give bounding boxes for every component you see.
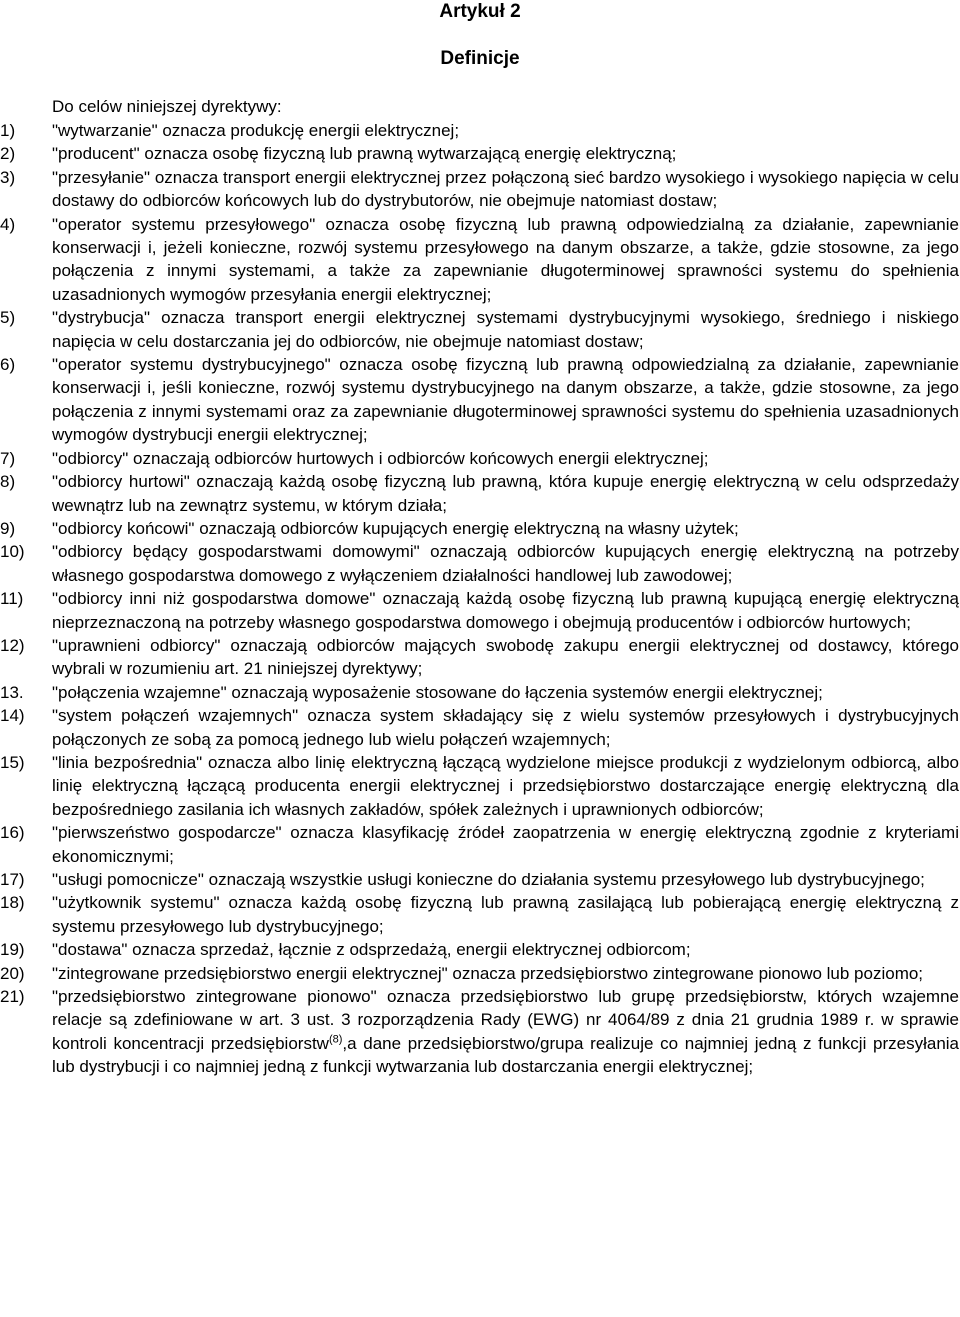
definition-text <box>52 447 959 470</box>
definition-number: 16) <box>0 823 25 843</box>
definition-text <box>52 868 959 891</box>
definition-body: "dystrybucja" oznacza transport energii elektrycznej systemami dystrybucyjnymi wysokiego, średniego i niskiego napięcia w celu dostarczania jej do odbiorców, nie obejmuje natomiast dostaw; <box>52 308 959 351</box>
definition-text <box>52 681 959 704</box>
definition-number: 18) <box>0 893 25 913</box>
definition-text <box>52 587 959 634</box>
definition-number: 2) <box>0 144 16 164</box>
definitions-list <box>0 119 960 1079</box>
definition-item <box>0 119 960 142</box>
definition-body: "przedsiębiorstwo zintegrowane pionowo" oznacza przedsiębiorstwo lub grupę przedsiębiorstw, których wzajemne relacje są zdefiniowane w art. 3 ust. 3 rozporządzenia Rady (EWG) nr 4064/89 z dnia 21 grudnia 1989 r. w sprawie kontroli koncentracji przedsiębiorstw <box>52 987 959 1053</box>
definition-body: "pierwszeństwo gospodarcze" oznacza klasyfikację źródeł zaopatrzenia w energię elektryczną zgodnie z kryteriami ekonomicznymi; <box>52 823 959 866</box>
section-heading: Definicje <box>440 48 520 69</box>
definition-text <box>52 517 959 540</box>
definition-body: "odbiorcy" oznaczają odbiorców hurtowych i odbiorców końcowych energii elektrycznej; <box>52 448 709 468</box>
definition-number: 10) <box>0 542 25 562</box>
definition-text <box>52 142 959 165</box>
definition-item <box>0 868 960 891</box>
definition-body: "operator systemu przesyłowego" oznacza osobę fizyczną lub prawną odpowiedzialną za działanie, zapewnianie konserwacji i, jeżeli konieczne, rozwój systemu przesyłowego na danym obszarze, a także, gdzie stosowne, za jego połączenia z innymi systemami, a także za zapewnianie długoterminowej sprawności systemu do spełnienia uzasadnionych wymogów przesyłania energii elektrycznej; <box>52 214 959 304</box>
footnote-reference: (8) <box>328 1033 343 1046</box>
definition-item <box>0 821 960 868</box>
definition-body: "odbiorcy hurtowi" oznaczają każdą osobę fizyczną lub prawną, która kupuje energię elektryczną w celu odsprzedaży wewnątrz lub na zewnątrz systemu, w którym działa; <box>52 472 959 515</box>
definition-number: 19) <box>0 940 25 960</box>
definition-text <box>52 962 959 985</box>
definition-number: 9) <box>0 518 16 538</box>
definition-number: 21) <box>0 987 25 1007</box>
definition-body: "odbiorcy inni niż gospodarstwa domowe" oznaczają każdą osobę fizyczną lub prawną kupującą energię elektryczną nieprzeznaczoną na potrzeby własnego gospodarstwa domowego i obejmują producentów i odbiorców hurtowych; <box>52 589 959 632</box>
definition-body: "producent" oznacza osobę fizyczną lub prawną wytwarzającą energię elektryczną; <box>52 144 677 164</box>
definition-body: "operator systemu dystrybucyjnego" oznacza osobę fizyczną lub prawną odpowiedzialną za działanie, zapewnianie konserwacji i, jeśli konieczne, rozwój systemu dystrybucyjnego na danym obszarze, a także, gdzie stosowne, za jego połączenia z innymi systemami oraz za zapewnianie długoterminowej sprawności systemu do spełnienia uzasadnionych wymogów dystrybucji energii elektrycznej; <box>52 355 959 445</box>
definition-item <box>0 751 960 821</box>
definition-text <box>52 891 959 938</box>
definition-number: 4) <box>0 214 16 234</box>
definition-number: 8) <box>0 472 16 492</box>
definition-text <box>52 306 959 353</box>
definition-text <box>52 166 959 213</box>
definition-number: 14) <box>0 706 25 726</box>
definition-text <box>52 938 959 961</box>
definition-text <box>52 634 959 681</box>
definition-item <box>0 142 960 165</box>
definition-body: "odbiorcy będący gospodarstwami domowymi" oznaczają odbiorców kupujących energię elektryczną na potrzeby własnego gospodarstwa domowego z wyłączeniem działalności handlowej lub zawodowej; <box>52 542 959 585</box>
definition-number: 17) <box>0 870 25 889</box>
definition-number: 20) <box>0 963 25 983</box>
definition-body: "wytwarzanie" oznacza produkcję energii elektrycznej; <box>52 121 460 140</box>
definition-text <box>52 751 959 821</box>
intro-text: Do celów niniejszej dyrektywy: <box>52 97 282 116</box>
definition-body: "usługi pomocnicze" oznaczają wszystkie usługi konieczne do działania systemu przesyłowego lub dystrybucyjnego; <box>52 870 925 889</box>
definition-item <box>0 306 960 353</box>
definition-text <box>52 540 959 587</box>
definition-body: "dostawa" oznacza sprzedaż, łącznie z odsprzedażą, energii elektrycznej odbiorcom; <box>52 940 691 960</box>
definition-body: "linia bezpośrednia" oznacza albo linię elektryczną łączącą wydzielone miejsce produkcji z wydzielonym odbiorcą, albo linię elektryczną łączącą producenta energii elektrycznej i przedsiębiorstwo dostarczające energię elektryczną dla bezpośredniego zasilania ich własnych zakładów, spółek zależnych i uprawnionych odbiorców; <box>52 752 959 819</box>
definition-number: 12) <box>0 635 25 655</box>
definition-item <box>0 517 960 540</box>
definition-number: 1) <box>0 121 16 140</box>
definition-number: 6) <box>0 355 16 375</box>
definition-body: "użytkownik systemu" oznacza każdą osobę fizyczną lub prawną zasilającą lub pobierającą energię elektryczną z systemu przesyłowego lub dystrybucyjnego; <box>52 893 959 936</box>
definition-text <box>52 119 959 142</box>
definition-number: 13. <box>0 682 24 702</box>
definition-item <box>0 447 960 470</box>
definition-item <box>0 681 960 704</box>
definition-number: 5) <box>0 308 16 328</box>
definition-text <box>52 213 959 307</box>
article-heading: Artykuł 2 <box>439 1 521 22</box>
definition-item <box>0 166 960 213</box>
definition-item <box>0 353 960 447</box>
definition-number: 3) <box>0 167 16 187</box>
definition-item <box>0 540 960 587</box>
definition-item <box>0 962 960 985</box>
definition-text <box>52 704 959 751</box>
definition-item <box>0 634 960 681</box>
definition-text <box>52 821 959 868</box>
definition-number: 11) <box>0 589 24 609</box>
definition-text <box>52 470 959 517</box>
definition-item <box>0 704 960 751</box>
definition-body: "odbiorcy końcowi" oznaczają odbiorców kupujących energię elektryczną na własny użytek; <box>52 518 739 538</box>
definition-item <box>0 470 960 517</box>
definition-number: 15) <box>0 752 25 772</box>
definition-item <box>0 938 960 961</box>
definition-body: "połączenia wzajemne" oznaczają wyposażenie stosowane do łączenia systemów energii elektrycznej; <box>52 682 823 702</box>
definition-body: "zintegrowane przedsiębiorstwo energii elektrycznej" oznacza przedsiębiorstwo zintegrowane pionowo lub poziomo; <box>52 963 924 983</box>
definition-body-continued: ,a dane przedsiębiorstwo/grupa realizuje co najmniej jedną z funkcji przesyłania lub dystrybucji i co najmniej jedną z funkcji wytwarzania lub dostarczania energii elektrycznej; <box>52 1033 960 1077</box>
definition-number: 7) <box>0 448 16 468</box>
definition-text <box>52 985 959 1079</box>
definition-item <box>0 985 960 1079</box>
definition-item <box>0 891 960 938</box>
definition-body: "uprawnieni odbiorcy" oznaczają odbiorców mających swobodę zakupu energii elektrycznej od dostawcy, którego wybrali w rozumieniu art. 21 niniejszej dyrektywy; <box>52 635 959 679</box>
definition-body: "przesyłanie" oznacza transport energii elektrycznej przez połączoną sieć bardzo wysokiego i wysokiego napięcia w celu dostawy do odbiorców końcowych lub do dystrybutorów, nie obejmuje natomiast dostaw; <box>52 167 959 211</box>
definition-item <box>0 213 960 307</box>
definition-text <box>52 353 959 447</box>
definition-body: "system połączeń wzajemnych" oznacza system składający się z wielu systemów przesyłowych i dystrybucyjnych połączonych ze sobą za pomocą jednego lub wielu połączeń wzajemnych; <box>52 706 959 749</box>
definition-item <box>0 587 960 634</box>
